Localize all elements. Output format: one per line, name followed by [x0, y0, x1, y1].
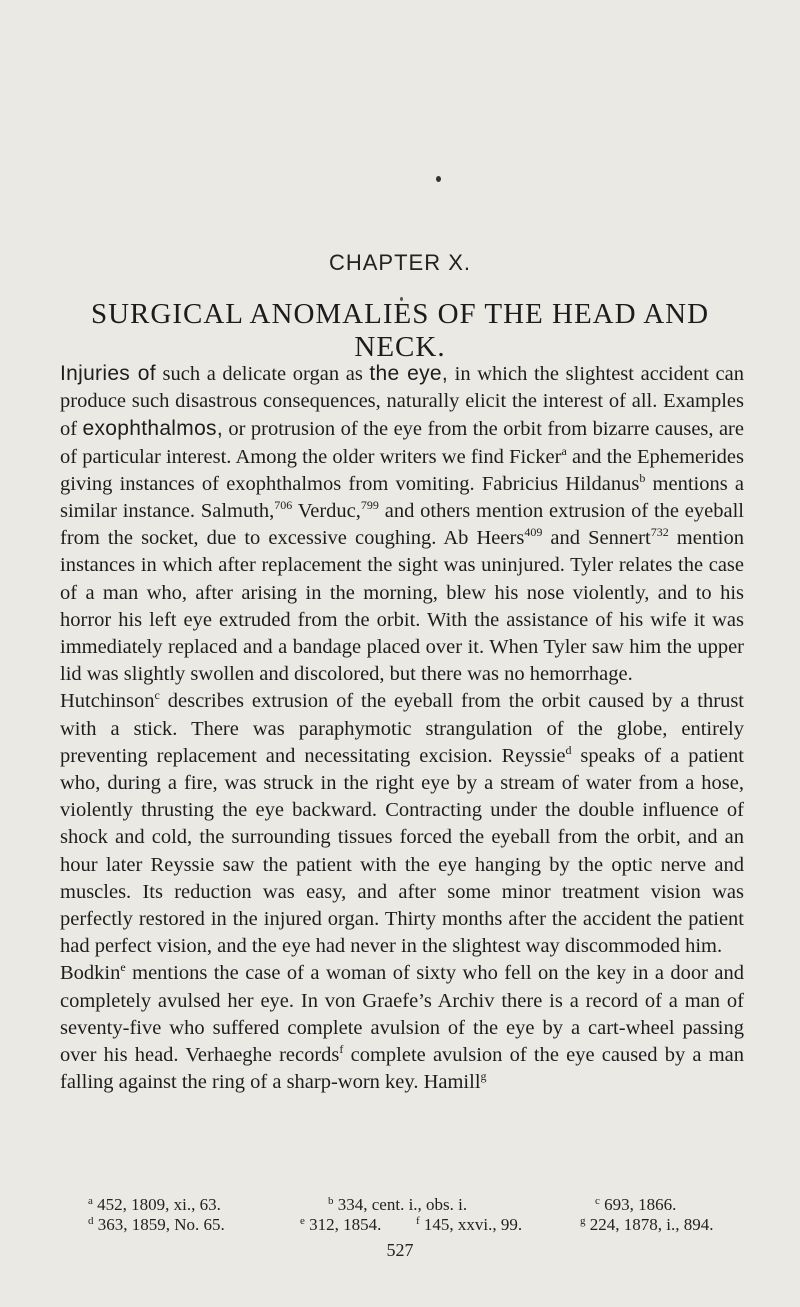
- paragraph: [60, 688, 744, 960]
- keyword: Injuries of: [60, 362, 156, 385]
- footnote-text: 452, 1809, xi., 63.: [92, 1195, 221, 1214]
- footnote-a: [88, 1195, 221, 1215]
- text-run: mentions a similar instance. Salmuth,: [60, 472, 745, 523]
- footnote-text: 363, 1859, No. 65.: [93, 1215, 225, 1234]
- body-text: [60, 360, 744, 1096]
- footnote-ref: c: [154, 688, 160, 703]
- keyword: the eye,: [369, 362, 449, 385]
- footnote-mark: b: [328, 1195, 334, 1207]
- chapter-heading: CHAPTER X.: [328, 250, 472, 275]
- text-run: mention instances in which after replacement the sight was uninjured. Tyler relates the case of a man who, after arising in the morning, blew his nose violently, and to his horror his left eye extruded from the orbit. With the assistance of his wife it was immediately replaced and a bandage placed over it. When Tyler saw him the upper lid was slightly swollen and discolored, but there was no hemorrhage.: [60, 527, 744, 686]
- citation-ref: 409: [524, 525, 543, 540]
- citation-ref: 732: [650, 525, 669, 540]
- chapter-title: SURGICAL ANOMALIES OF THE HEAD AND NECK.: [90, 298, 710, 363]
- page-number: 527: [386, 1240, 414, 1260]
- footnote-text: 312, 1854.: [304, 1215, 382, 1234]
- text-run: speaks of a patient who, during a fire, was struck in the right eye by a stream of water from a hose, violently thrusting the eye backward. Contracting under the double influence of shock and cold, the surrounding tissues forced the eyeball from the orbit, and an hour later Reyssie saw the patient with the eye hanging by the optic nerve and muscles. Its reduction was easy, and after some minor treatment vision was perfectly restored in the injured organ. Thirty months after the accident the patient had perfect vision, and the eye had never in the slightest way discommoded him.: [60, 744, 744, 958]
- footnotes: [88, 1195, 768, 1235]
- footnote-row: [88, 1195, 768, 1215]
- footnote-c: [595, 1195, 676, 1215]
- footnote-d: [88, 1215, 225, 1235]
- citation-ref: 799: [360, 498, 379, 513]
- footnote-text: 145, xxvi., 99.: [419, 1215, 523, 1234]
- text-run: Hutchinson: [60, 690, 155, 713]
- footnote-mark: f: [416, 1215, 420, 1227]
- footnote-mark: a: [88, 1195, 93, 1207]
- footnote-ref: b: [639, 470, 646, 485]
- paragraph: [60, 360, 744, 688]
- text-run: Verduc,: [292, 500, 361, 523]
- text-run: Bodkin: [60, 962, 121, 985]
- footnote-ref: e: [120, 960, 126, 975]
- keyword: exophthalmos,: [82, 417, 223, 441]
- footnote-text: 693, 1866.: [599, 1195, 677, 1214]
- footnote-e: [300, 1215, 381, 1235]
- ink-speck: [436, 176, 441, 182]
- paragraph: [60, 960, 744, 1096]
- text-run: complete avulsion of the eye caused by a man falling against the ring of a sharp-worn key. Hamill: [60, 1044, 745, 1094]
- footnote-ref: a: [561, 443, 567, 458]
- text-run: and the Ephemerides giving instances of exophthalmos from vomiting. Fabricius Hildanus: [60, 445, 744, 495]
- text-run: or protrusion of the eye from the orbit from bizarre causes, are of particular interest. Among the older writers we find Ficker: [60, 418, 744, 468]
- footnote-f: [416, 1215, 522, 1235]
- text-run: such a delicate organ as: [155, 363, 370, 385]
- text-run: describes extrusion of the eyeball from the orbit caused by a thrust with a stick. There was paraphymotic strangulation of the globe, entirely preventing replacement and necessitating excision. Reyssie: [60, 690, 744, 767]
- footnote-mark: d: [88, 1215, 94, 1227]
- footnote-ref: f: [339, 1042, 344, 1057]
- footnote-g: [580, 1215, 713, 1235]
- citation-ref: 706: [274, 498, 293, 513]
- footnote-b: [328, 1195, 467, 1215]
- footnote-ref: g: [480, 1069, 487, 1084]
- text-run: in which the slightest accident can produce such disastrous consequences, naturally elicit the interest of all. Examples of: [60, 363, 744, 441]
- footnote-text: 224, 1878, i., 894.: [585, 1215, 714, 1234]
- footnote-row: [88, 1215, 768, 1235]
- footnote-mark: c: [595, 1195, 600, 1207]
- footnote-text: 334, cent. i., obs. i.: [333, 1195, 468, 1214]
- footnote-mark: g: [580, 1215, 586, 1227]
- text-run: and others mention extrusion of the eyeball from the socket, due to excessive coughing. Ab Heers: [60, 500, 744, 550]
- footnote-ref: d: [565, 742, 572, 757]
- footnote-mark: e: [300, 1215, 305, 1227]
- text-run: and Sennert: [542, 527, 651, 550]
- text-run: mentions the case of a woman of sixty who fell on the key in a door and completely avulsed her eye. In von Graefe’s Archiv there is a record of a man of seventy-five who suffered complete avulsion of the eye by a cart-wheel passing over his head. Verhaeghe records: [60, 962, 744, 1067]
